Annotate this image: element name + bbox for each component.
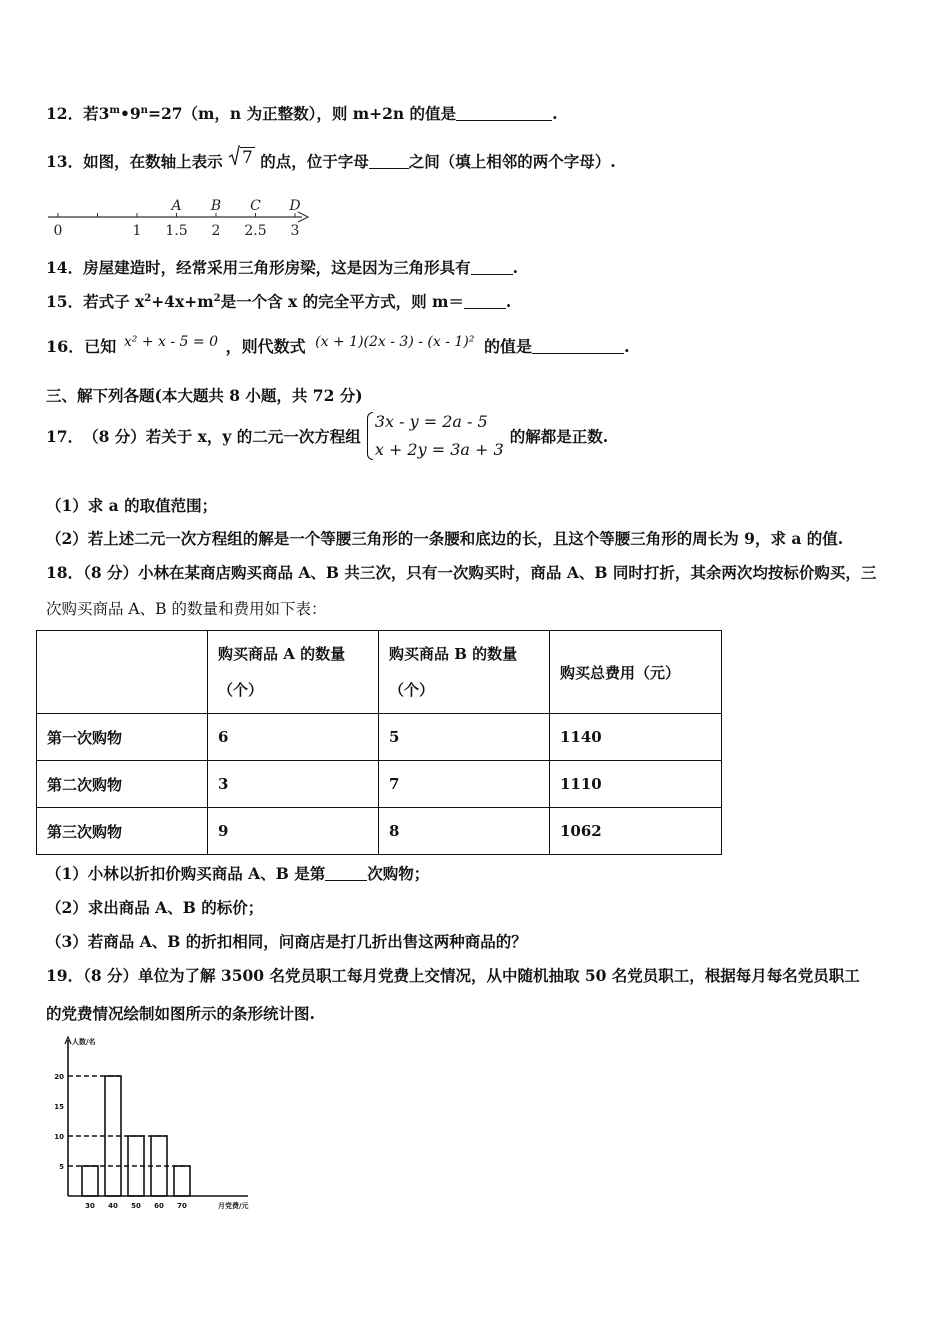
q14-number: 14． [46, 258, 84, 277]
number-line-letter: B [210, 198, 222, 214]
q16-mid: ，则代数式 [225, 337, 306, 356]
purchase-table [36, 630, 722, 855]
header-a-unit: （个） [218, 681, 264, 699]
y-axis-label: 人数/名 [72, 1038, 96, 1046]
q16-lead: 已知 [84, 337, 117, 356]
bar-chart [48, 1034, 278, 1214]
question-12 [46, 102, 557, 124]
q16-answer-blank [532, 337, 624, 354]
number-line-letter: D [289, 198, 301, 214]
table-cell: 1062 [550, 808, 722, 855]
q18-part1-after: 次购物； [367, 864, 430, 883]
q14-text: 房屋建造时，经常采用三角形房梁，这是因为三角形具有 [83, 258, 471, 277]
header-b-unit: （个） [389, 681, 435, 699]
q12-mid: •9 [119, 104, 141, 123]
q12-sup-n: n [140, 104, 148, 116]
number-line-tick-label: 2.5 [244, 223, 267, 239]
q18-part1 [46, 862, 429, 884]
number-line-tick-label: 1.5 [165, 223, 188, 239]
q15-answer-blank [464, 293, 506, 310]
table-row [37, 808, 722, 855]
q12-after: =27（m，n 为正整数），则 m+2n 的值是 [147, 104, 457, 123]
q12-end: . [552, 104, 558, 123]
y-tick-label: 5 [59, 1163, 64, 1171]
q15-mid: +4x+m [151, 292, 214, 311]
q19-line1: （8 分）单位为了解 3500 名党员职工每月党费上交情况，从中随机抽取 50 名党员职工，根据每月每名党员职工 [83, 966, 860, 985]
table-cell: 3 [208, 761, 379, 808]
table-cell: 第二次购物 [37, 761, 208, 808]
bar [174, 1166, 190, 1196]
q17-number: 17． [46, 427, 84, 446]
number-line-tick-label: 0 [53, 223, 63, 239]
q17-text: （8 分）若关于 x，y 的二元一次方程组 [83, 427, 361, 446]
q15-sup1: 2 [144, 292, 152, 304]
q12-before: 若3 [83, 104, 110, 123]
q15-end: . [505, 292, 512, 311]
question-14 [46, 256, 518, 278]
q17-eq1: 3x - y = 2a - 5 [374, 412, 488, 431]
q16-end: . [624, 337, 630, 356]
q13-number: 13． [46, 152, 84, 171]
table-header-cell [208, 631, 379, 714]
x-tick-label: 40 [108, 1202, 118, 1210]
q18-line2: 次购买商品 A、B 的数量和费用如下表： [46, 600, 327, 618]
table-cell: 1140 [550, 714, 722, 761]
q17-eq2: x + 2y = 3a + 3 [374, 440, 504, 459]
question-16 [46, 334, 630, 357]
y-tick-label: 15 [54, 1103, 64, 1111]
number-line [40, 194, 330, 240]
table-cell: 第三次购物 [37, 808, 208, 855]
bar [82, 1166, 98, 1196]
q12-sup-m: m [109, 104, 120, 116]
q13-after-sqrt: 的点，位于字母 [260, 152, 369, 171]
table-cell: 7 [379, 761, 550, 808]
table-header-cell [379, 631, 550, 714]
number-line-letter: C [250, 198, 261, 214]
header-total-cost: 购买总费用（元） [550, 631, 722, 714]
table-cell: 6 [208, 714, 379, 761]
number-line-tick-label: 2 [211, 223, 221, 239]
table-header-cell [37, 631, 208, 714]
q15-number: 15． [46, 292, 84, 311]
table-cell: 5 [379, 714, 550, 761]
q13-before: 如图，在数轴上表示 [83, 152, 223, 171]
q15-before: 若式子 x [83, 292, 145, 311]
table-cell: 8 [379, 808, 550, 855]
x-tick-label: 30 [85, 1202, 95, 1210]
table-cell: 9 [208, 808, 379, 855]
question-17 [46, 408, 608, 464]
table-row [37, 761, 722, 808]
header-a-quantity: 购买商品 A 的数量 [218, 645, 346, 663]
q15-after: 是一个含 x 的完全平方式，则 m＝ [220, 292, 464, 311]
q18-line1: （8 分）小林在某商店购买商品 A、B 共三次，只有一次购买时，商品 A、B 同时打折，其余两次均按标价购买，三 [83, 563, 877, 582]
q13-sqrt-arg: 7 [242, 148, 253, 168]
section-3-title: 三、解下列各题(本大题共 8 小题，共 72 分) [46, 386, 363, 405]
q16-expression: (x + 1)(2x - 3) - (x - 1)² [315, 334, 475, 350]
table-row [37, 714, 722, 761]
q18-part1-before: （1）小林以折扣价购买商品 A、B 是第 [46, 864, 326, 883]
x-tick-label: 70 [177, 1202, 187, 1210]
question-18-line1 [46, 561, 876, 583]
q17-after: 的解都是正数. [509, 427, 609, 446]
q18-part3: （3）若商品 A、B 的折扣相同，问商店是打几折出售这两种商品的？ [46, 932, 527, 951]
q16-after: 的值是 [483, 337, 532, 356]
number-line-letter: A [171, 198, 182, 214]
q18-number: 18． [46, 563, 84, 582]
x-axis-label: 月党费/元 [218, 1202, 249, 1210]
q18-answer-blank [325, 865, 367, 882]
q12-number: 12． [46, 104, 84, 123]
q17-part2: （2）若上述二元一次方程组的解是一个等腰三角形的一条腰和底边的长，且这个等腰三角形的周长为 9，求 a 的值. [46, 529, 844, 548]
table-cell: 第一次购物 [37, 714, 208, 761]
q17-part1: （1）求 a 的取值范围； [46, 496, 218, 515]
number-line-tick-label: 1 [132, 223, 142, 239]
number-line-tick-label: 3 [290, 223, 300, 239]
q14-answer-blank [471, 259, 513, 276]
question-19-line1 [46, 964, 860, 986]
header-b-quantity: 购买商品 B 的数量 [389, 645, 518, 663]
q15-sup2: 2 [213, 292, 221, 304]
y-tick-label: 20 [54, 1073, 64, 1081]
table-cell: 1110 [550, 761, 722, 808]
question-13 [46, 148, 616, 172]
q12-answer-blank [456, 105, 552, 122]
q13-answer-blank [369, 153, 409, 170]
q16-equation: x² + x - 5 = 0 [123, 334, 218, 350]
y-tick-label: 10 [54, 1133, 64, 1141]
q19-line2: 的党费情况绘制如图所示的条形统计图. [46, 1004, 315, 1023]
q19-number: 19． [46, 966, 84, 985]
table-header-row [37, 631, 722, 714]
question-15 [46, 290, 511, 312]
q13-after-blank: 之间（填上相邻的两个字母）. [408, 152, 616, 171]
q17-equation-system [367, 408, 504, 464]
x-tick-label: 50 [131, 1202, 141, 1210]
sqrt-icon [228, 145, 240, 167]
q16-number: 16． [46, 337, 85, 356]
x-tick-label: 60 [154, 1202, 164, 1210]
q14-end: . [512, 258, 518, 277]
q13-sqrt [228, 148, 255, 168]
q18-part2: （2）求出商品 A、B 的标价； [46, 898, 264, 917]
